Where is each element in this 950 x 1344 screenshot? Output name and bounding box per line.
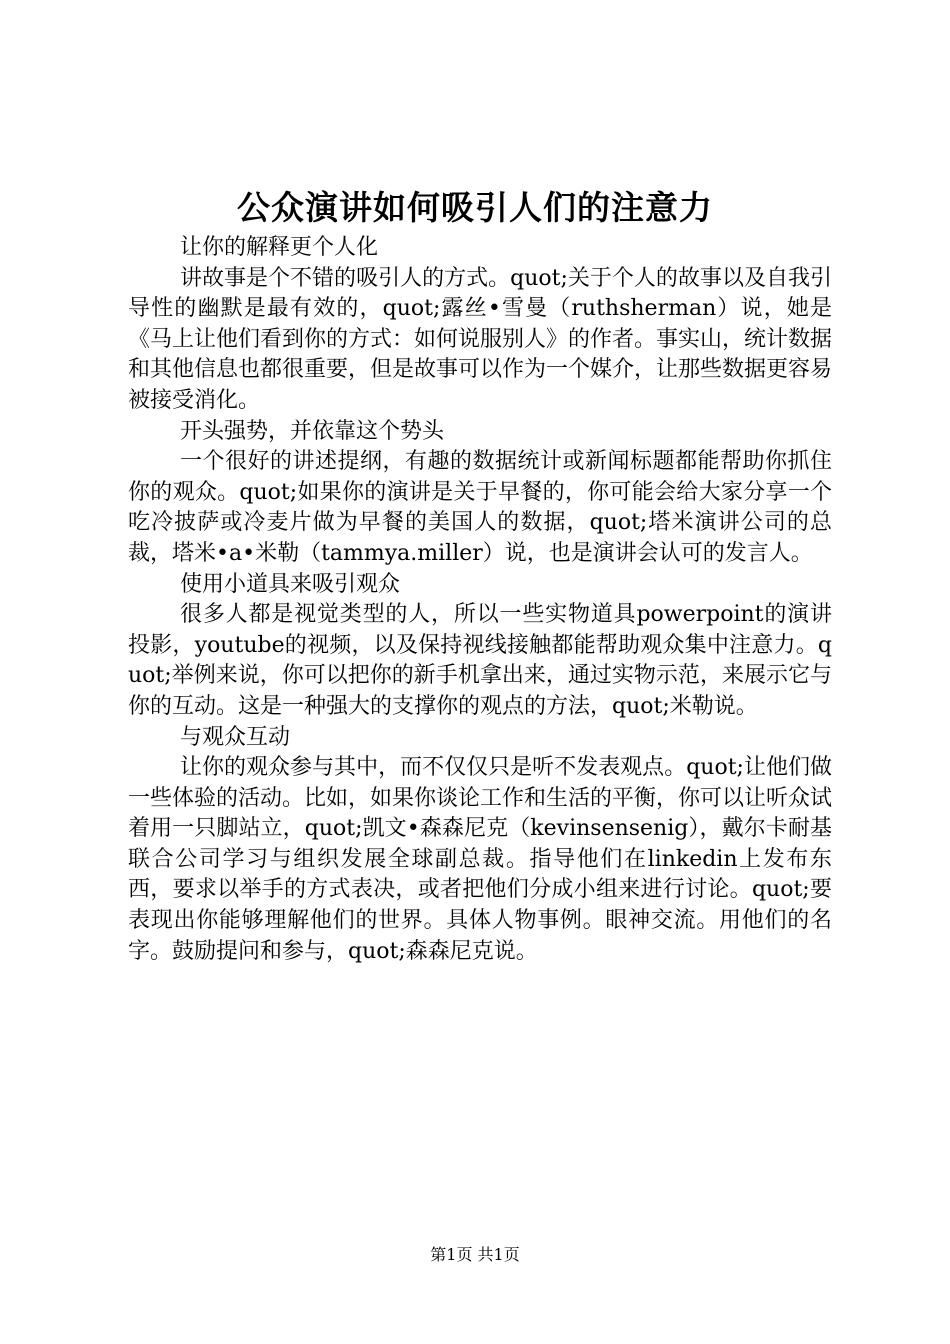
section-paragraph-strong-start: 一个很好的讲述提纲，有趣的数据统计或新闻标题都能帮助你抓住你的观众。quot;如果你的演讲是关于早餐的，你可能会给大家分享一个吃冷披萨或冷麦片做为早餐的美国人的数据，quot;塔米演讲公司的总裁，塔米•a•米勒（tammya.miller）说，也是演讲会认可的发言人。 <box>128 449 832 566</box>
section-heading-personalize: 让你的解释更个人化 <box>180 235 379 260</box>
section-paragraph-props: 很多人都是视觉类型的人，所以一些实物道具powerpoint的演讲投影，youtube的视频，以及保持视线接触都能帮助观众集中注意力。quot;举例来说，你可以把你的新手机拿出来，通过实物示范，来展示它与你的互动。这是一种强大的支撑你的观点的方法，quot;米勒说。 <box>128 602 832 719</box>
article-body <box>128 233 832 967</box>
page-title: 公众演讲如何吸引人们的注意力 <box>237 188 713 227</box>
page-footer: 第1页 共1页 <box>430 1245 520 1264</box>
section-paragraph-personalize: 讲故事是个不错的吸引人的方式。quot;关于个人的故事以及自我引导性的幽默是最有效的，quot;露丝•雪曼（ruthsherman）说，她是《马上让他们看到你的方式：如何说服别人》的作者。事实山，统计数据和其他信息也都很重要，但是故事可以作为一个媒介，让那些数据更容易被接受消化。 <box>128 265 833 413</box>
section-heading-props: 使用小道具来吸引观众 <box>180 571 401 597</box>
section-heading-interaction: 与观众互动 <box>180 724 291 750</box>
section-paragraph-interaction: 让你的观众参与其中，而不仅仅只是听不发表观点。quot;让他们做一些体验的活动。比如，如果你谈论工作和生活的平衡，你可以让听众试着用一只脚站立，quot;凯文•森森尼克（kevinsensenig），戴尔卡耐基联合公司学习与组织发展全球副总裁。指导他们在linkedin上发布东西，要求以举手的方式表决，或者把他们分成小组来进行讨论。quot;要表现出你能够理解他们的世界。具体人物事例。眼神交流。用他们的名字。鼓励提问和参与，quot;森森尼克说。 <box>128 755 833 964</box>
section-heading-strong-start: 开头强势，并依靠这个势头 <box>180 418 445 444</box>
